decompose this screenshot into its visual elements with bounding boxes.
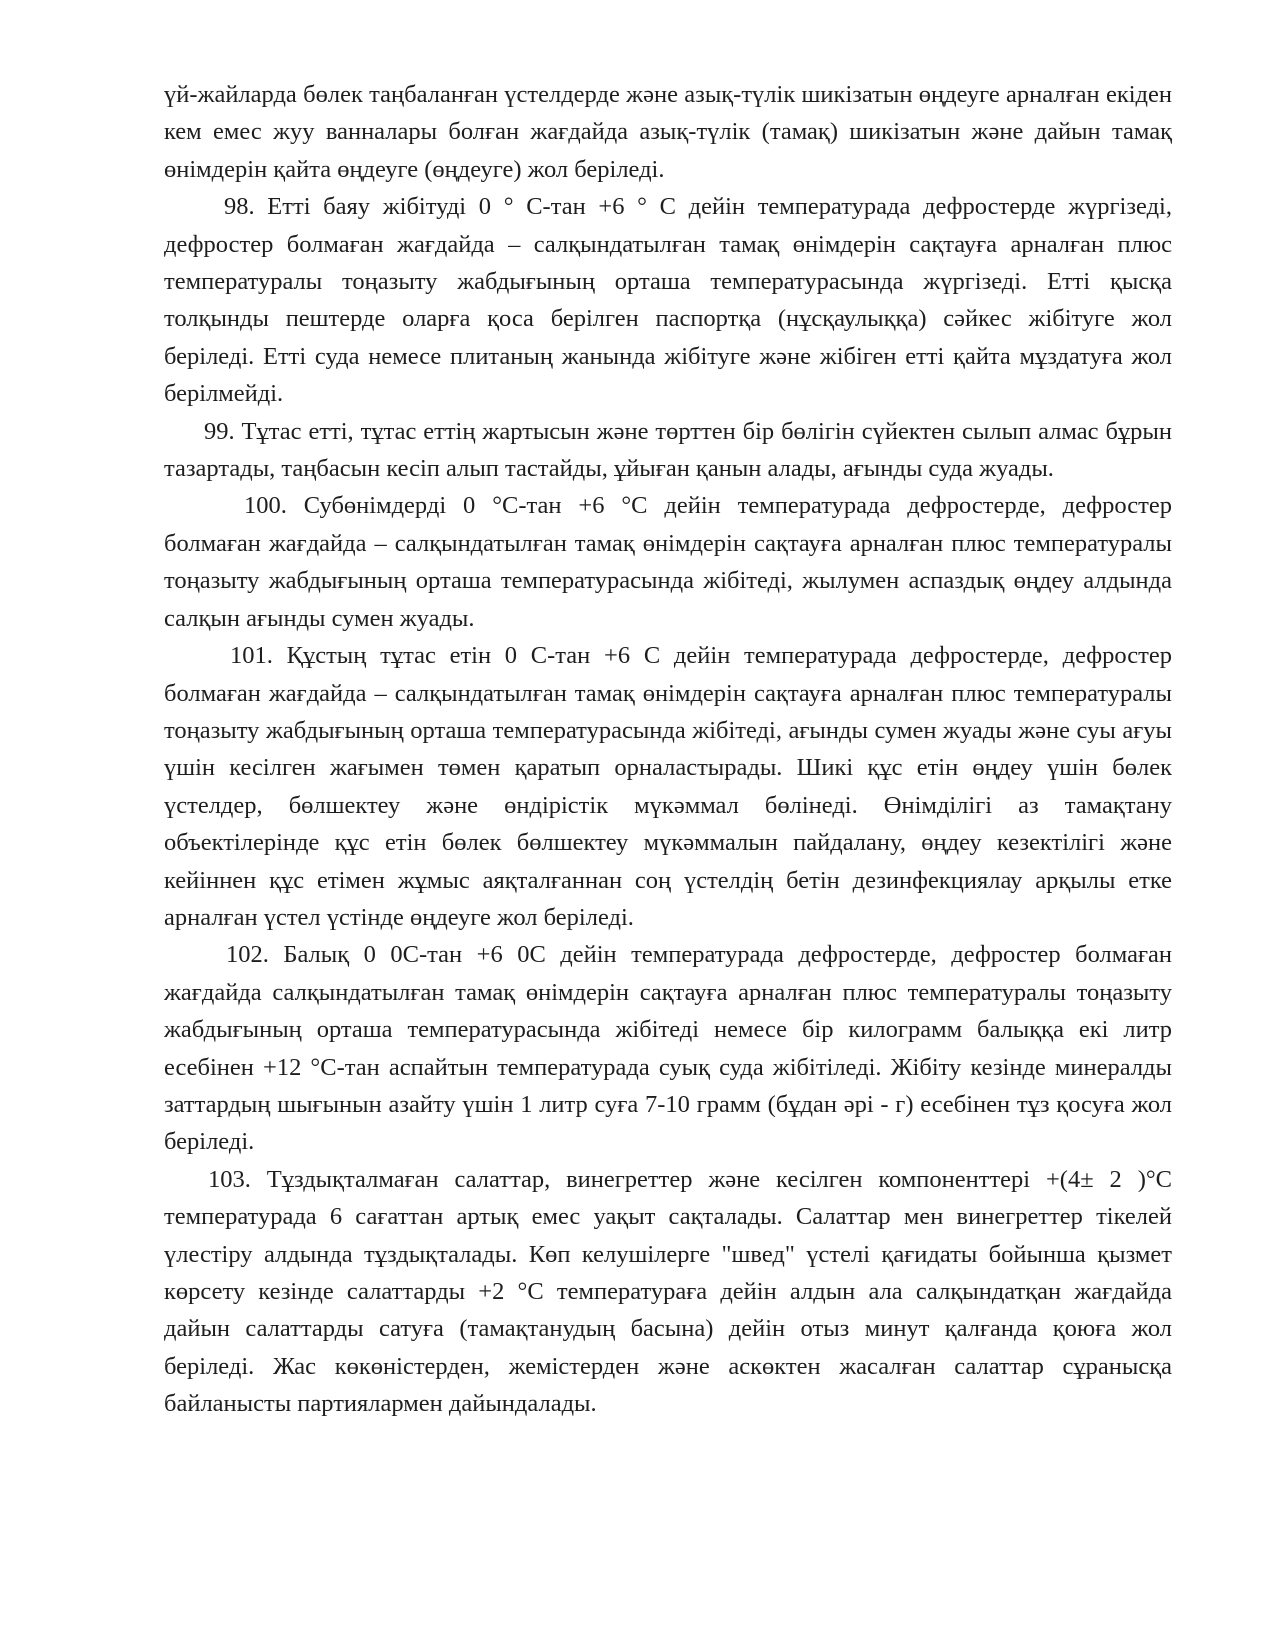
paragraph-98: 98. Етті баяу жібітуді 0 ° С-тан +6 ° С дейін температурада дефростерде жүргізеді, дефростер болмаған жағдайда – салқындатылған тамақ өнімдерін сақтауға арналған плюс температуралы тоңазыту жабдығының орташа температурасында жүргізеді. Етті қысқа толқынды пештерде оларға қоса берілген паспортқа (нұсқаулыққа) сәйкес жібітуге жол беріледі. Етті суда немесе плитаның жанында жібітуге және жібіген етті қайта мұздатуға жол берілмейді.	[164, 193, 1172, 408]
paragraph-100: 100. Субөнімдерді 0 °С-тан +6 °С дейін температурада дефростерде, дефростер болмаған жағдайда – салқындатылған тамақ өнімдерін сақтауға арналған плюс температуралы тоңазыту жабдығының орташа температурасында жібітеді, жылумен аспаздық өңдеу алдында салқын ағынды сумен жуады.	[164, 492, 1172, 632]
paragraph-102: 102. Балық 0 0С-тан +6 0С дейін температурада дефростерде, дефростер болмаған жағдайда салқындатылған тамақ өнімдерін сақтауға арналған плюс температуралы тоңазыту жабдығының орташа температурасында жібітеді немесе бір килограмм балыққа екі литр есебінен +12 °С-тан аспайтын температурада суық суда жібітіледі. Жібіту кезінде минералды заттардың шығынын азайту үшін 1 литр суға 7-10 грамм (бұдан әрі - г) есебінен тұз қосуға жол беріледі.	[164, 941, 1172, 1156]
paragraph-103: 103. Тұздықталмаған салаттар, винегреттер және кесілген компоненттері +(4± 2 )°С температурада 6 сағаттан артық емес уақыт сақталады. Салаттар мен винегреттер тікелей үлестіру алдында тұздықталады. Көп келушілерге "швед" үстелі қағидаты бойынша қызмет көрсету кезінде салаттарды +2 °С температураға дейін алдын ала салқындатқан жағдайда дайын салаттарды сатуға (тамақтанудың басына) дейін отыз минут қалғанда қоюға жол беріледі. Жас көкөністерден, жемістерден және аскөктен жасалған салаттар сұранысқа байланысты партиялармен дайындалады.	[164, 1165, 1172, 1418]
paragraph-101: 101. Құстың тұтас етін 0 С-тан +6 С дейін температурада дефростерде, дефростер болмаған жағдайда – салқындатылған тамақ өнімдерін сақтауға арналған плюс температуралы тоңазыту жабдығының орташа температурасында жібітеді, ағынды сумен жуады және суы ағуы үшін кесілген жағымен төмен қаратып орналастырады. Шикі құс етін өңдеу үшін бөлек үстелдер, бөлшектеу және өндірістік мүкәммал бөлінеді. Өнімділігі аз тамақтану объектілерінде құс етін бөлек бөлшектеу мүкәммалын пайдалану, өңдеу кезектілігі және кейіннен құс етімен жұмыс аяқталғаннан соң үстелдің бетін дезинфекциялау арқылы етке арналған үстел үстінде өңдеуге жол беріледі.	[164, 642, 1172, 931]
document-body	[164, 76, 1172, 1423]
paragraph-99: 99. Тұтас етті, тұтас еттің жартысын және төрттен бір бөлігін сүйектен сылып алмас бұрын тазартады, таңбасын кесіп алып тастайды, ұйыған қанын алады, ағынды суда жуады.	[164, 417, 1172, 483]
paragraph-continuation: үй-жайларда бөлек таңбаланған үстелдерде және азық-түлік шикізатын өңдеуге арналған екіден кем емес жуу ванналары болған жағдайда азық-түлік (тамақ) шикізатын және дайын тамақ өнімдерін қайта өңдеуге (өңдеуге) жол беріледі.	[164, 81, 1172, 183]
